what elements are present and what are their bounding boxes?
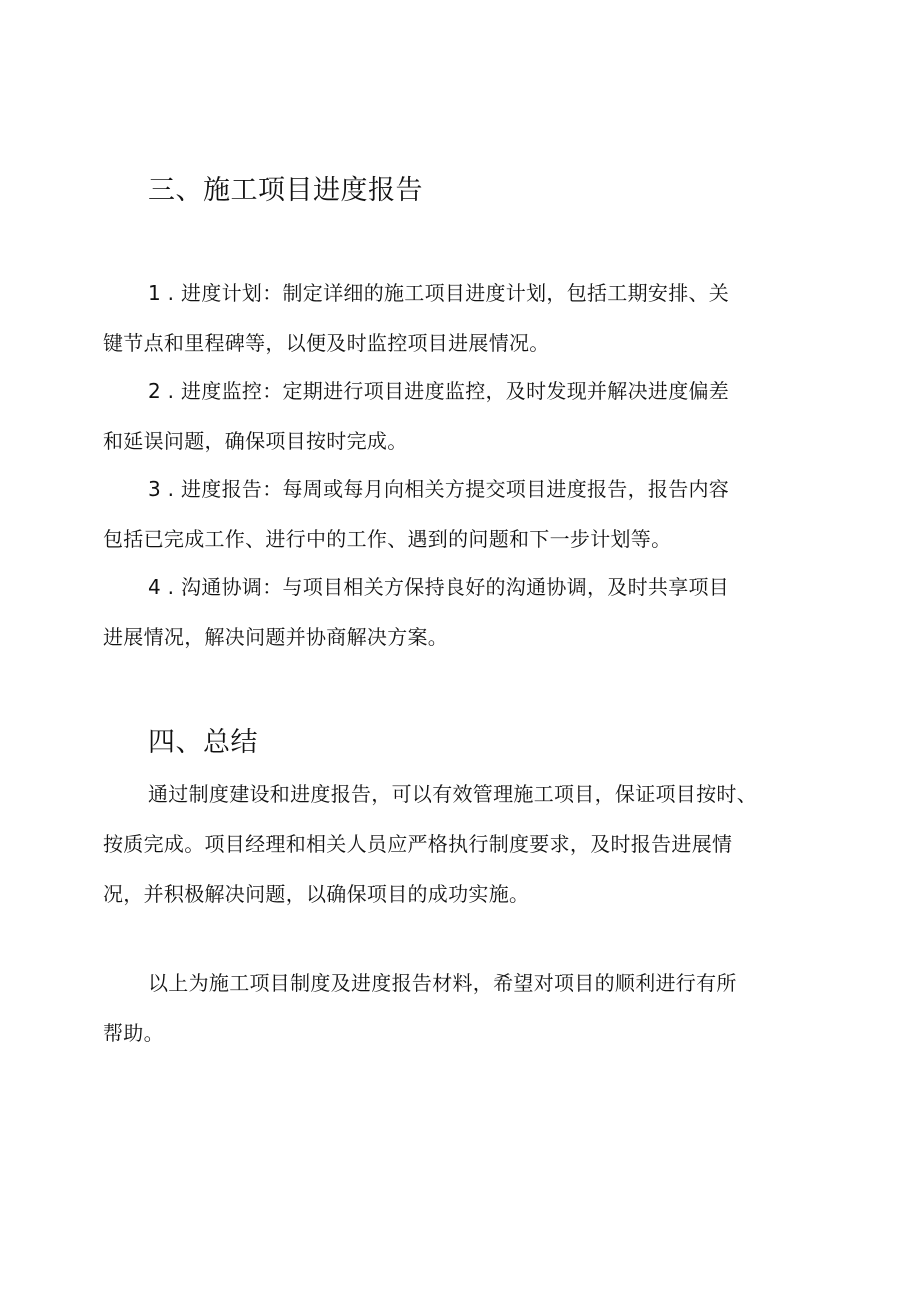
section-4-heading: 四、总结 <box>148 727 258 758</box>
progress-monitoring-line-1: 2 . 进度监控：定期进行项目进度监控，及时发现并解决进度偏差 <box>148 379 730 403</box>
closing-paragraph <box>103 958 825 1058</box>
communication-line-1: 4 . 沟通协调：与项目相关方保持良好的沟通协调，及时共享项目 <box>148 575 730 599</box>
progress-plan-line-1: 1 . 进度计划：制定详细的施工项目进度计划，包括工期安排、关 <box>148 281 730 305</box>
progress-report-line-2: 包括已完成工作、进行中的工作、遇到的问题和下一步计划等。 <box>103 527 672 551</box>
progress-monitoring-line-2: 和延误问题，确保项目按时完成。 <box>103 429 408 453</box>
communication-coordination-item <box>103 562 825 662</box>
closing-line-2: 帮助。 <box>103 1021 164 1045</box>
progress-monitoring-item <box>103 366 825 466</box>
communication-line-2: 进展情况，解决问题并协商解决方案。 <box>103 625 449 649</box>
progress-plan-line-2: 键节点和里程碑等，以便及时监控项目进展情况。 <box>103 331 550 355</box>
progress-report-line-1: 3 . 进度报告：每周或每月向相关方提交项目进度报告，报告内容 <box>148 477 730 501</box>
progress-plan-item <box>103 268 825 368</box>
summary-paragraph <box>103 769 825 919</box>
summary-line-3: 况，并积极解决问题，以确保项目的成功实施。 <box>103 882 530 906</box>
section-3-heading: 三、施工项目进度报告 <box>148 175 423 206</box>
progress-report-item <box>103 464 825 564</box>
summary-line-1: 通过制度建设和进度报告，可以有效管理施工项目，保证项目按时、 <box>148 782 757 806</box>
summary-line-2: 按质完成。项目经理和相关人员应严格执行制度要求，及时报告进展情 <box>103 832 733 856</box>
closing-line-1: 以上为施工项目制度及进度报告材料，希望对项目的顺利进行有所 <box>148 971 737 995</box>
